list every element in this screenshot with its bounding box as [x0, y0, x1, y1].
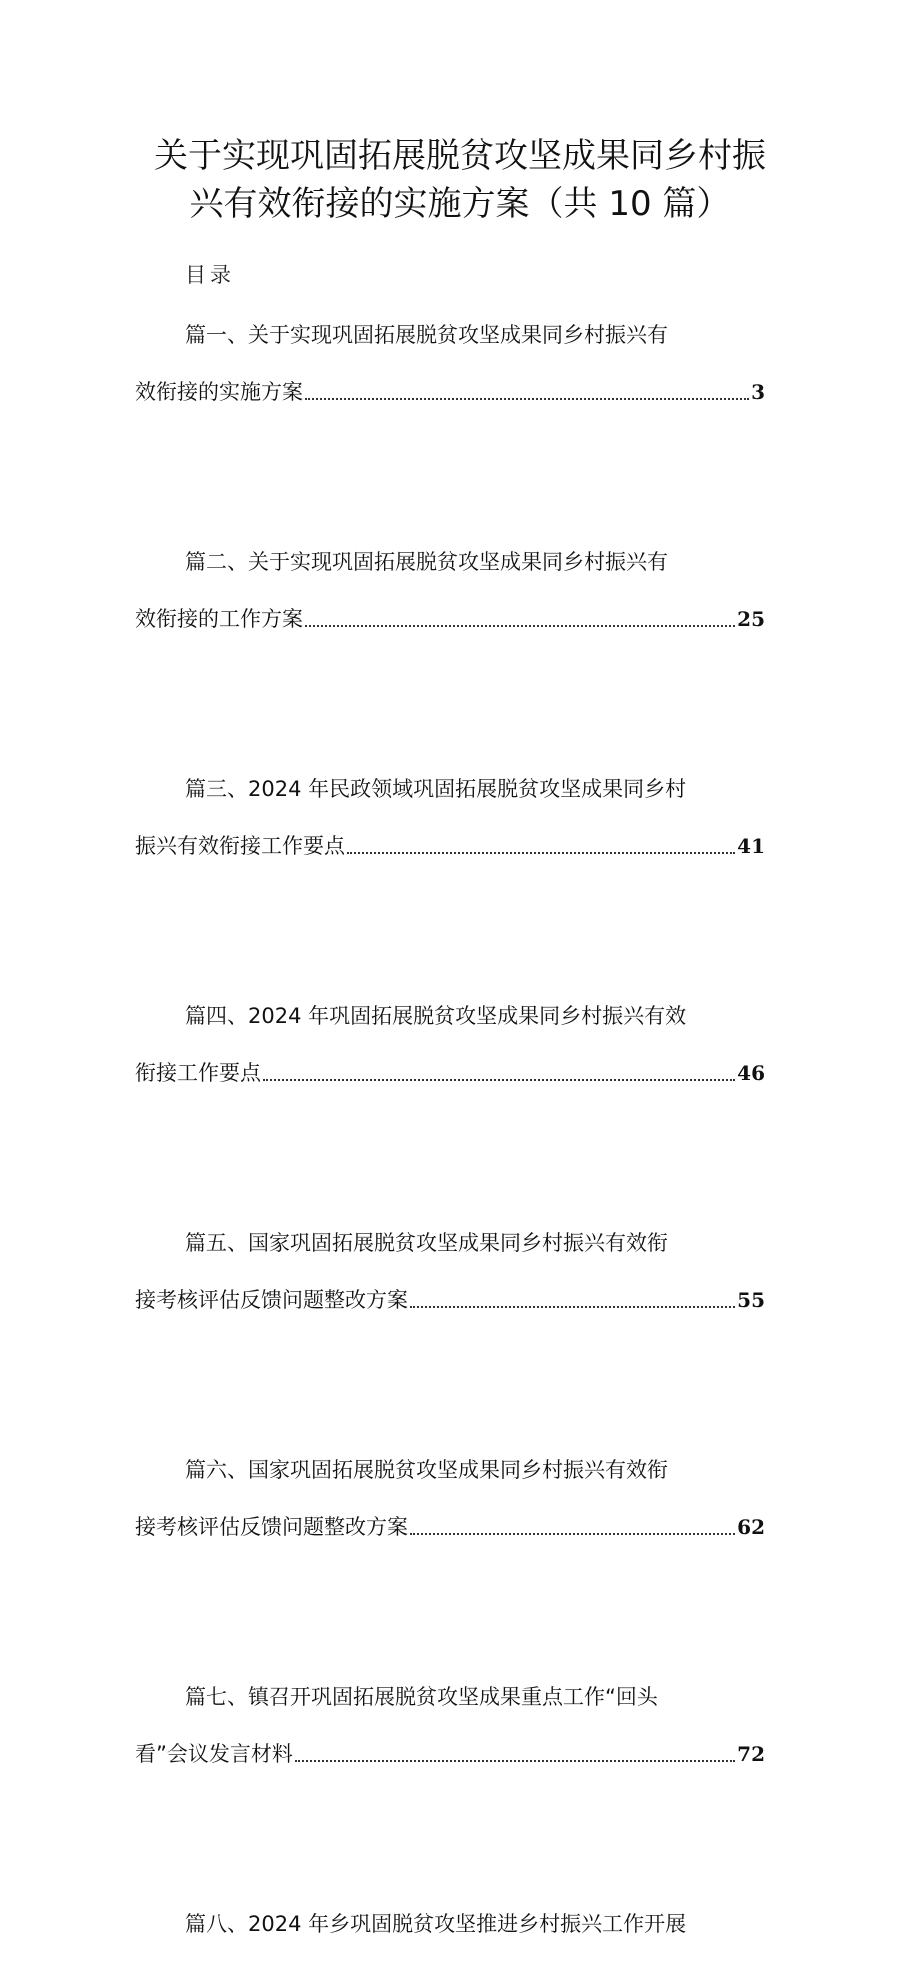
- toc-entry-2[interactable]: [0, 543, 920, 770]
- dot-leader: [305, 625, 735, 627]
- toc-entry-1[interactable]: [0, 316, 920, 543]
- toc-entry-title: 篇一、关于实现巩固拓展脱贫攻坚成果同乡村振兴有: [185, 323, 668, 347]
- document-title: [120, 132, 800, 228]
- toc-page-number: 55: [737, 1288, 765, 1312]
- dot-leader: [263, 1079, 735, 1081]
- toc-entry-title-rest: 接考核评估反馈问题整改方案: [135, 1288, 408, 1312]
- toc-entry-continuation: [135, 827, 765, 865]
- document-title-line-1: 关于实现巩固拓展脱贫攻坚成果同乡村振: [154, 136, 766, 176]
- toc-entry-continuation: [135, 373, 765, 411]
- toc-entry-4[interactable]: [0, 997, 920, 1224]
- dot-leader: [410, 1306, 735, 1308]
- toc-entry-continuation: [135, 1054, 765, 1092]
- toc-heading: 目录: [185, 263, 235, 287]
- toc-entry-title-rest: 效衔接的实施方案: [135, 380, 303, 404]
- toc-entry-continuation: [135, 1735, 765, 1773]
- toc-entry-continuation: [135, 600, 765, 638]
- toc-page-number: 25: [737, 607, 765, 631]
- toc-entry-6[interactable]: [0, 1451, 920, 1678]
- dot-leader: [410, 1533, 735, 1535]
- toc-entry-title-rest: 衔接工作要点: [135, 1061, 261, 1085]
- toc-page-number: 72: [737, 1742, 765, 1766]
- toc-entry-title: 篇七、镇召开巩固拓展脱贫攻坚成果重点工作“回头: [185, 1685, 658, 1709]
- toc-entry-7[interactable]: [0, 1678, 920, 1905]
- toc-entry-8[interactable]: [0, 1905, 920, 1965]
- toc-entry-title-rest: 振兴有效衔接工作要点: [135, 834, 345, 858]
- toc-entry-title: 篇五、国家巩固拓展脱贫攻坚成果同乡村振兴有效衔: [185, 1231, 668, 1255]
- toc-entry-title-rest: 接考核评估反馈问题整改方案: [135, 1515, 408, 1539]
- toc-entry-3[interactable]: [0, 770, 920, 997]
- toc-page-number: 62: [737, 1515, 765, 1539]
- toc-entry-title: 篇四、2024 年巩固拓展脱贫攻坚成果同乡村振兴有效: [185, 1004, 687, 1028]
- dot-leader: [295, 1760, 735, 1762]
- toc-entry-5[interactable]: [0, 1224, 920, 1451]
- toc-page-number: 46: [737, 1061, 765, 1085]
- toc-entry-continuation: [135, 1508, 765, 1546]
- toc-page-number: 41: [737, 834, 765, 858]
- toc-entry-title: 篇二、关于实现巩固拓展脱贫攻坚成果同乡村振兴有: [185, 550, 668, 574]
- toc-entry-title-rest: 效衔接的工作方案: [135, 607, 303, 631]
- toc-entry-title: 篇三、2024 年民政领域巩固拓展脱贫攻坚成果同乡村: [185, 777, 687, 801]
- toc-entry-title: 篇六、国家巩固拓展脱贫攻坚成果同乡村振兴有效衔: [185, 1458, 668, 1482]
- toc-entry-title: 篇八、2024 年乡巩固脱贫攻坚推进乡村振兴工作开展: [185, 1912, 687, 1936]
- dot-leader: [347, 852, 735, 854]
- dot-leader: [305, 398, 749, 400]
- toc-entry-continuation: [135, 1281, 765, 1319]
- toc-page-number: 3: [751, 380, 765, 404]
- toc-entry-title-rest: 看”会议发言材料: [135, 1742, 293, 1766]
- table-of-contents: [0, 316, 920, 1965]
- document-title-line-2: 兴有效衔接的实施方案（共 10 篇）: [189, 184, 731, 224]
